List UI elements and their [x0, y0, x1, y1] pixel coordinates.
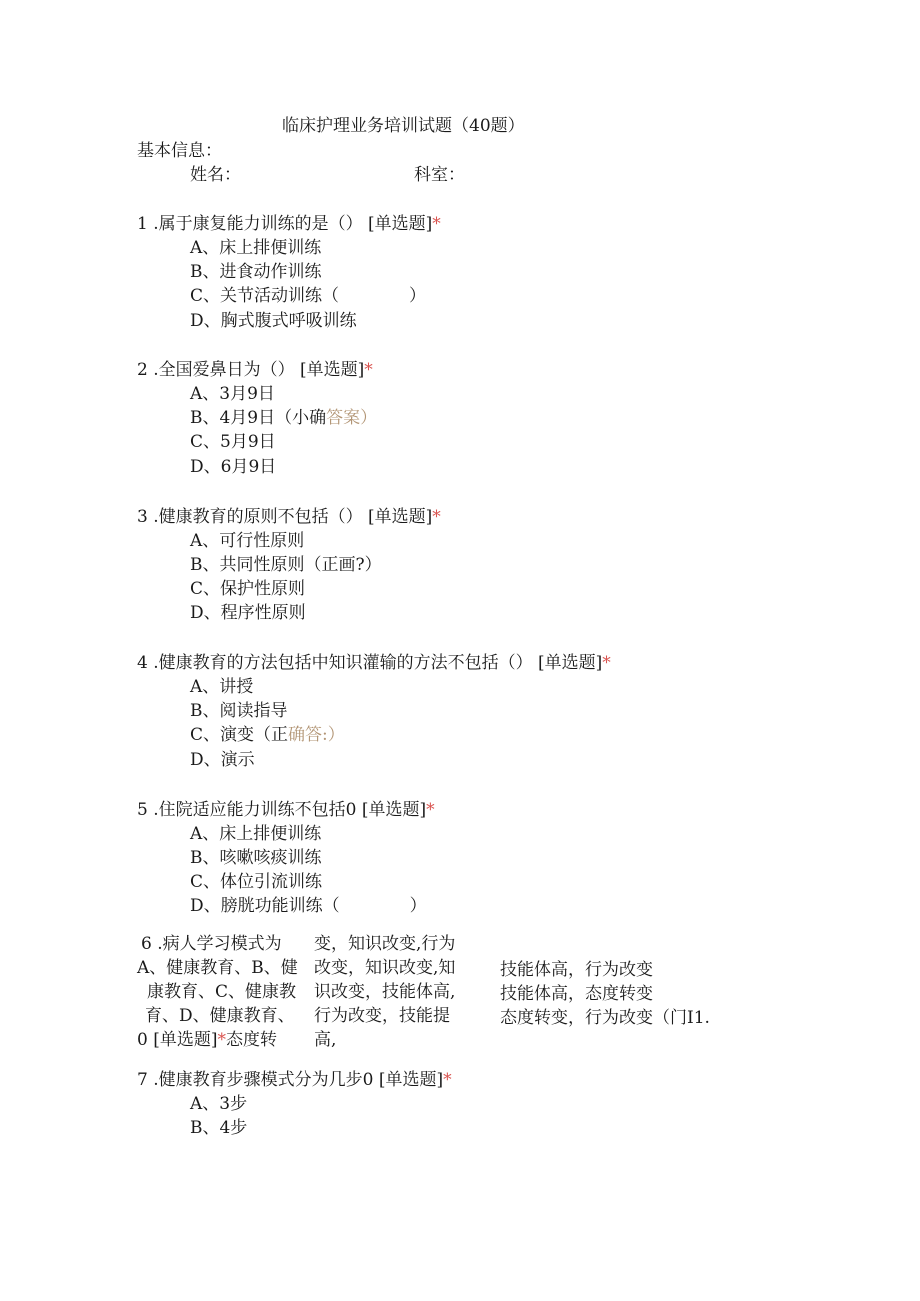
question-3-stem: 3 .健康教育的原则不包括（） [单选题]* [137, 507, 441, 527]
question-6-text-line: 康教育、C、健康教 [147, 982, 297, 1002]
dept-label: 科室： [414, 165, 465, 185]
question-1-option-c[interactable]: C、关节活动训练（ ） [190, 286, 427, 306]
question-2-option-b[interactable]: B、4月9日（小确答案） [190, 408, 378, 428]
required-mark: * [602, 653, 611, 673]
required-mark: * [364, 360, 373, 380]
question-1-option-d[interactable]: D、胸式腹式呼吸训练 [190, 311, 357, 331]
required-mark: * [426, 800, 435, 820]
question-6-text-line: A、健康教育、B、健 [137, 958, 298, 978]
answer-highlight: 答案） [326, 408, 378, 428]
question-6-col-1 [137, 932, 298, 1052]
question-4-option-c[interactable]: C、演变（正确答:） [190, 725, 345, 745]
question-6-stem: 6 .病人学习模式为 [141, 934, 282, 954]
question-7-option-a[interactable]: A、3步 [190, 1094, 248, 1114]
question-3-option-c[interactable]: C、保护性原则 [190, 579, 306, 599]
question-5-option-c[interactable]: C、体位引流训练 [190, 872, 323, 892]
question-3-option-d[interactable]: D、程序性原则 [190, 603, 306, 623]
question-6-text-line: 态度转变，行为改变（门I1. [500, 1008, 710, 1028]
question-4-option-b[interactable]: B、阅读指导 [190, 701, 288, 721]
question-5-option-b[interactable]: B、咳嗽咳痰训练 [190, 848, 322, 868]
question-7-stem: 7 .健康教育步骤模式分为几步0 [单选题]* [137, 1070, 452, 1090]
question-4-option-a[interactable]: A、讲授 [190, 677, 254, 697]
required-mark: * [443, 1070, 452, 1090]
question-6-text-line: 识改变，技能体高, [314, 982, 456, 1002]
name-label: 姓名： [190, 165, 241, 185]
question-3-option-b[interactable]: B、共同性原则（正画?） [190, 555, 382, 575]
question-6-text-line: 技能体高，行为改变 [500, 960, 653, 980]
question-1-stem: 1 .属于康复能力训练的是（） [单选题]* [137, 214, 441, 234]
question-5-option-a[interactable]: A、床上排便训练 [190, 824, 322, 844]
basic-info-label: 基本信息： [137, 141, 222, 161]
answer-highlight: 确答:） [288, 725, 345, 745]
question-6-col-3 [500, 958, 710, 1030]
question-7-option-b[interactable]: B、4步 [190, 1118, 248, 1138]
question-5-option-d[interactable]: D、膀胱功能训练（ ） [190, 896, 427, 916]
page-title: 临床护理业务培训试题（40题） [282, 116, 525, 136]
question-4-stem: 4 .健康教育的方法包括中知识灌输的方法不包括（） [单选题]* [137, 653, 611, 673]
question-6-text-line: 技能体高，态度转变 [500, 984, 653, 1004]
required-mark: * [217, 1030, 226, 1050]
question-2-option-d[interactable]: D、6月9日 [190, 457, 277, 477]
question-6-text-line: 高, [314, 1030, 337, 1050]
question-2-option-c[interactable]: C、5月9日 [190, 432, 276, 452]
question-6-text-line: 变，知识改变,行为 [314, 934, 456, 954]
question-6-text-line: 育、D、健康教育、 [145, 1006, 295, 1026]
question-2-stem: 2 .全国爱鼻日为（） [单选题]* [137, 360, 373, 380]
required-mark: * [432, 214, 441, 234]
question-1-option-b[interactable]: B、进食动作训练 [190, 262, 322, 282]
question-2-option-a[interactable]: A、3月9日 [190, 384, 275, 404]
question-1-option-a[interactable]: A、床上排便训练 [190, 238, 322, 258]
question-6-text-line: 行为改变，技能提 [314, 1006, 450, 1026]
required-mark: * [432, 507, 441, 527]
question-3-option-a[interactable]: A、可行性原则 [190, 531, 305, 551]
question-5-stem: 5 .住院适应能力训练不包括0 [单选题]* [137, 800, 435, 820]
question-6-col-2 [314, 932, 455, 1052]
question-6-text-line: 改变，知识改变,知 [314, 958, 456, 978]
question-6-text-line: 0 [单选题]*态度转 [137, 1030, 277, 1050]
question-4-option-d[interactable]: D、演示 [190, 750, 255, 770]
